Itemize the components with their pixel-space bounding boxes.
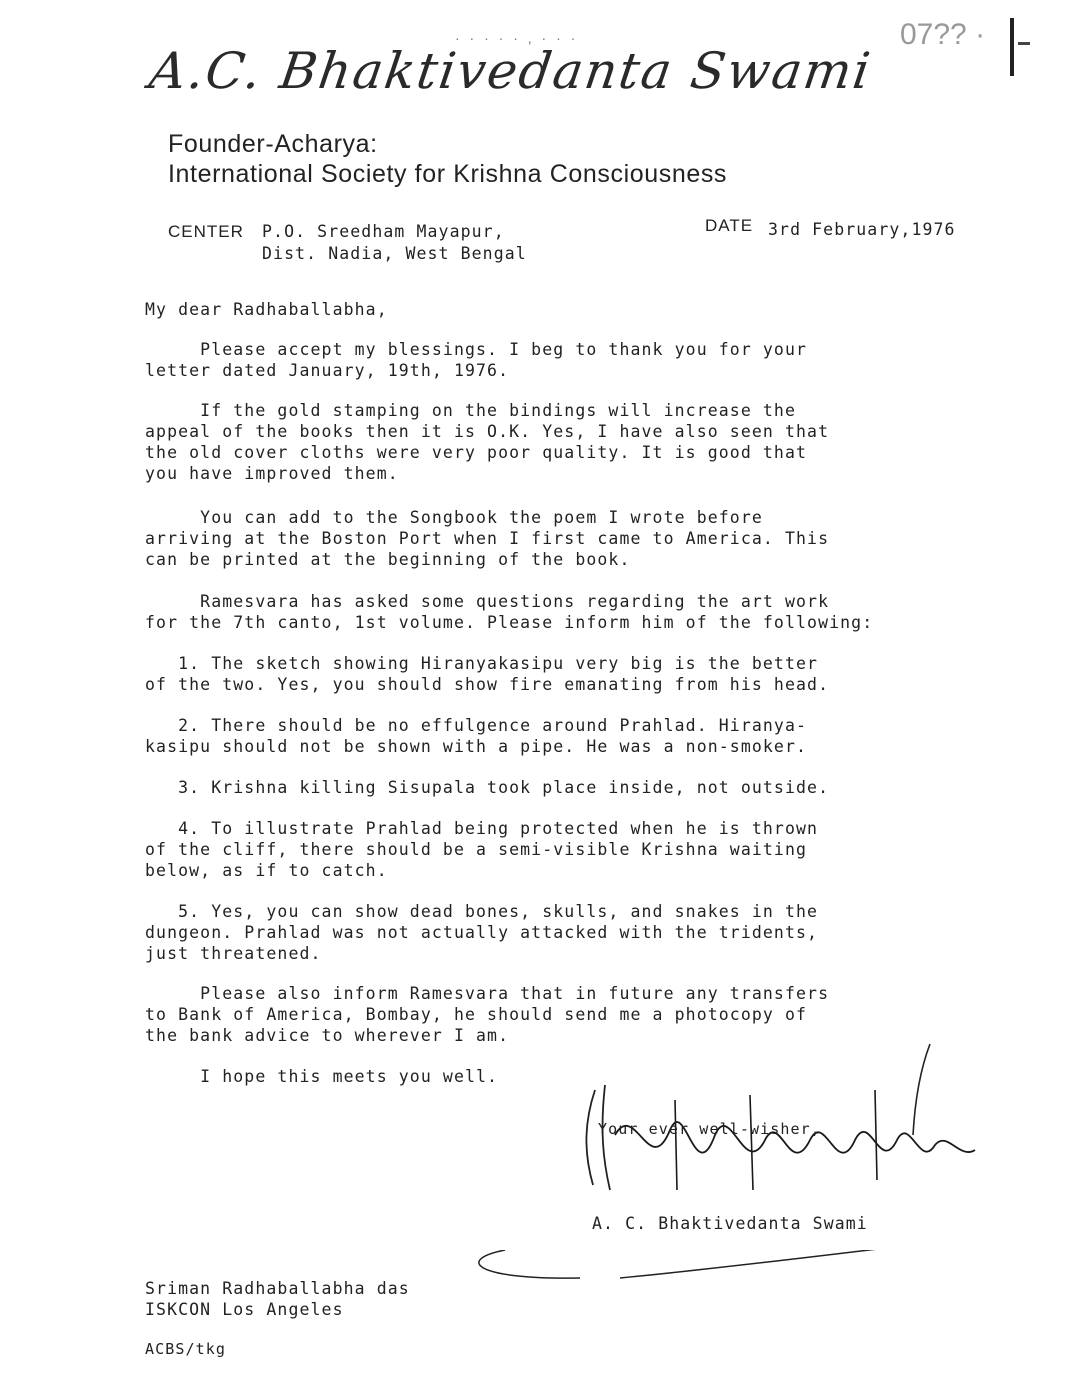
list-item-line: kasipu should not be shown with a pipe. He was a non-smoker.: [145, 737, 808, 756]
reference-initials: ACBS/tkg: [145, 1340, 227, 1358]
body-line: the bank advice to wherever I am.: [145, 1026, 510, 1045]
date-label: DATE: [705, 216, 754, 235]
body-line: Please also inform Ramesvara that in future any transfers: [145, 984, 830, 1003]
top-scribble: · · · · · , · · ·: [455, 30, 579, 46]
body-line: letter dated January, 19th, 1976.: [145, 361, 510, 380]
list-item-line: of the two. Yes, you should show fire emanating from his head.: [145, 675, 830, 694]
body-line: Please accept my blessings. I beg to thank you for your: [145, 340, 808, 359]
list-item-line: just threatened.: [145, 944, 322, 963]
center-label: CENTER: [168, 222, 244, 241]
list-item-line: of the cliff, there should be a semi-visible Krishna waiting: [145, 840, 808, 859]
letterhead-society: International Society for Krishna Consciousness: [168, 160, 728, 188]
recipient-line-2: ISKCON Los Angeles: [145, 1300, 344, 1319]
list-item-line: dungeon. Prahlad was not actually attacked with the tridents,: [145, 923, 819, 942]
closing: Your ever well-wisher,: [598, 1120, 821, 1138]
body-line: the old cover cloths were very poor quality. It is good that: [145, 443, 808, 462]
corner-bar: [1010, 18, 1014, 76]
salutation: My dear Radhaballabha,: [145, 300, 388, 319]
body-line: Ramesvara has asked some questions regarding the art work: [145, 592, 830, 611]
list-item-line: 4. To illustrate Prahlad being protected when he is thrown: [145, 819, 819, 838]
list-item-line: 5. Yes, you can show dead bones, skulls, and snakes in the: [145, 902, 819, 921]
corner-archive-mark: 07?? ·: [900, 18, 986, 51]
date-value: 3rd February,1976: [768, 220, 956, 239]
letterhead-name: A.C. Bhaktivedanta Swami: [145, 42, 876, 100]
list-item-line: 2. There should be no effulgence around Prahlad. Hiranya-: [145, 716, 808, 735]
signature-underline: [455, 1250, 1015, 1340]
body-line: I hope this meets you well.: [145, 1067, 499, 1086]
list-item-line: below, as if to catch.: [145, 861, 388, 880]
letterhead-title: Founder-Acharya:: [168, 130, 378, 158]
center-address-line-2: Dist. Nadia, West Bengal: [262, 244, 527, 263]
body-line: appeal of the books then it is O.K. Yes, I have also seen that: [145, 422, 830, 441]
body-line: to Bank of America, Bombay, he should send me a photocopy of: [145, 1005, 808, 1024]
body-line: arriving at the Boston Port when I first came to America. This: [145, 529, 830, 548]
signature-name: A. C. Bhaktivedanta Swami: [592, 1214, 868, 1233]
body-line: can be printed at the beginning of the book.: [145, 550, 631, 569]
body-line: If the gold stamping on the bindings will increase the: [145, 401, 796, 420]
body-line: You can add to the Songbook the poem I wrote before: [145, 508, 763, 527]
body-line: you have improved them.: [145, 464, 399, 483]
body-line: for the 7th canto, 1st volume. Please inform him of the following:: [145, 613, 874, 632]
list-item-line: 3. Krishna killing Sisupala took place inside, not outside.: [145, 778, 830, 797]
list-item-line: 1. The sketch showing Hiranyakasipu very big is the better: [145, 654, 819, 673]
center-address-line-1: P.O. Sreedham Mayapur,: [262, 222, 505, 241]
corner-tick: [1018, 42, 1030, 45]
recipient-line-1: Sriman Radhaballabha das: [145, 1279, 410, 1298]
